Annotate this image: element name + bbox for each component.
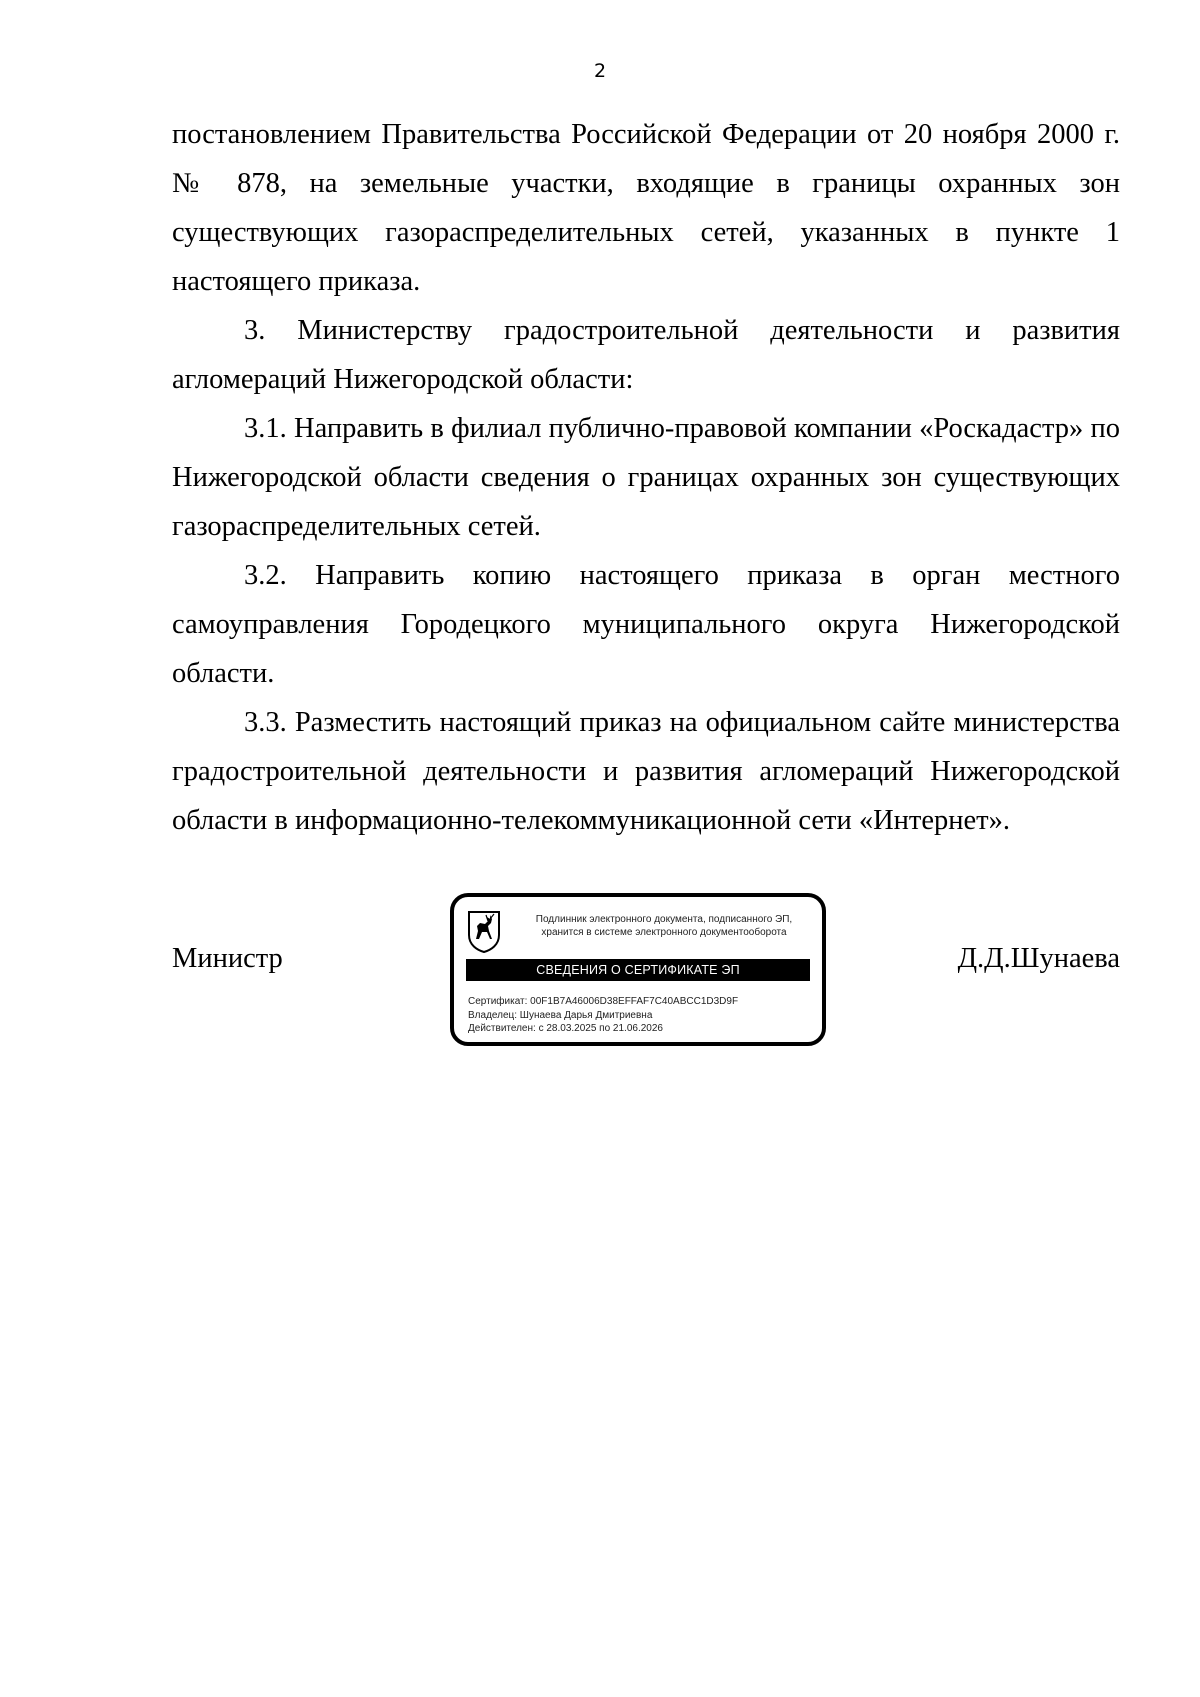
stamp-notice (514, 913, 814, 939)
paragraph-item-3-1: 3.1. Направить в филиал публично-правовой компании «Роскадастр» по Нижегородской области сведения о границах охранных зон существующих газораспределительных сетей. (172, 413, 1120, 542)
stamp-certificate-details (468, 995, 812, 1036)
stamp-notice-line-1: Подлинник электронного документа, подписанного ЭП, (535, 914, 793, 925)
signature-block (172, 893, 1120, 1063)
stamp-validity: Действителен: с 28.03.2025 по 21.06.2026 (468, 1023, 663, 1034)
document-body (172, 110, 1120, 845)
stamp-notice-line-2: хранится в системе электронного документооборота (541, 927, 787, 938)
signatory-name: Д.Д.Шунаева (957, 943, 1120, 974)
paragraph-item-3-3: 3.3. Разместить настоящий приказ на официальном сайте министерства градостроительной деятельности и развития агломераций Нижегородской области в информационно-телекоммуникационной сети «Интернет». (172, 707, 1120, 836)
paragraph-item-3: 3. Министерству градостроительной деятельности и развития агломераций Нижегородской области: (172, 315, 1120, 395)
signatory-position: Министр (172, 943, 283, 974)
coat-of-arms-icon (466, 909, 502, 953)
electronic-signature-stamp (450, 893, 826, 1046)
paragraph-item-3-2: 3.2. Направить копию настоящего приказа в орган местного самоуправления Городецкого муниципального округа Нижегородской области. (172, 560, 1120, 689)
stamp-owner: Владелец: Шунаева Дарья Дмитриевна (468, 1009, 653, 1021)
stamp-header: СВЕДЕНИЯ О СЕРТИФИКАТЕ ЭП (466, 959, 810, 981)
paragraph-continuation: постановлением Правительства Российской Федерации от 20 ноября 2000 г. № 878, на земельные участки, входящие в границы охранных зон существующих газораспределительных сетей, указанных в пункте 1 настоящего приказа. (172, 119, 1120, 297)
page-number: 2 (593, 60, 607, 82)
stamp-certificate-number: Сертификат: 00F1B7A46006D38EFFAF7C40ABCC1D3D9F (468, 996, 739, 1007)
